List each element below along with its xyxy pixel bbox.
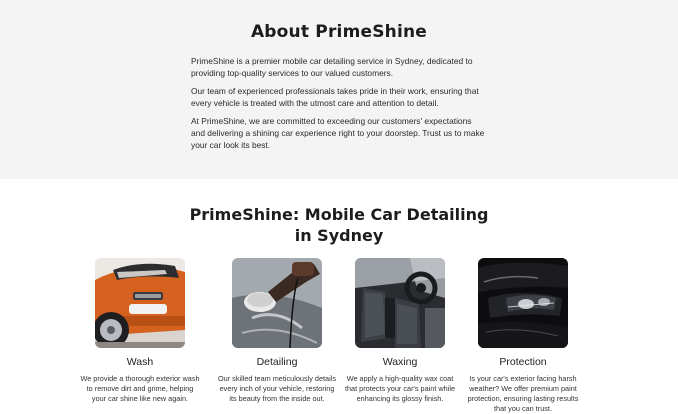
service-name: Waxing [382, 356, 418, 368]
car-interior-photo [355, 258, 445, 348]
about-paragraph: Our team of experienced professionals takes pride in their work, ensuring that every vehicle is treated with the utmost care and attention to detail. [191, 85, 479, 109]
headlight-photo [478, 258, 568, 348]
polisher-photo [232, 258, 322, 348]
about-body [191, 55, 487, 157]
service-name: Protection [499, 356, 547, 368]
about-section [0, 0, 678, 179]
service-description: We provide a thorough exterior wash to remove dirt and grime, helping your car shine like new again. [80, 374, 200, 403]
about-title: About PrimeShine [250, 22, 428, 42]
service-description: We apply a high-quality wax coat that protects your car's paint while enhancing its glossy finish. [344, 374, 456, 403]
service-card-detailing [217, 258, 337, 404]
service-name: Detailing [256, 356, 298, 368]
service-description: Our skilled team meticulously details every inch of your vehicle, restoring its beauty from the inside out. [217, 374, 336, 403]
services-title: PrimeShine: Mobile Car Detailing in Sydney [189, 205, 489, 245]
service-card-wash [80, 258, 200, 404]
service-description: Is your car's exterior facing harsh weather? We offer premium paint protection, ensuring lasting results that you can trust. [467, 374, 579, 413]
about-paragraph: PrimeShine is a premier mobile car detailing service in Sydney, dedicated to providing top-quality services to our valued customers. [191, 56, 473, 79]
orange-car-photo [95, 258, 185, 348]
service-name: Wash [126, 356, 154, 368]
about-paragraph: At PrimeShine, we are committed to exceeding our customers' expectations and delivering a shining car experience right to your doorstep. Trust us to make your car look its best. [191, 115, 485, 151]
service-card-waxing [340, 258, 460, 404]
service-card-protection [463, 258, 583, 414]
